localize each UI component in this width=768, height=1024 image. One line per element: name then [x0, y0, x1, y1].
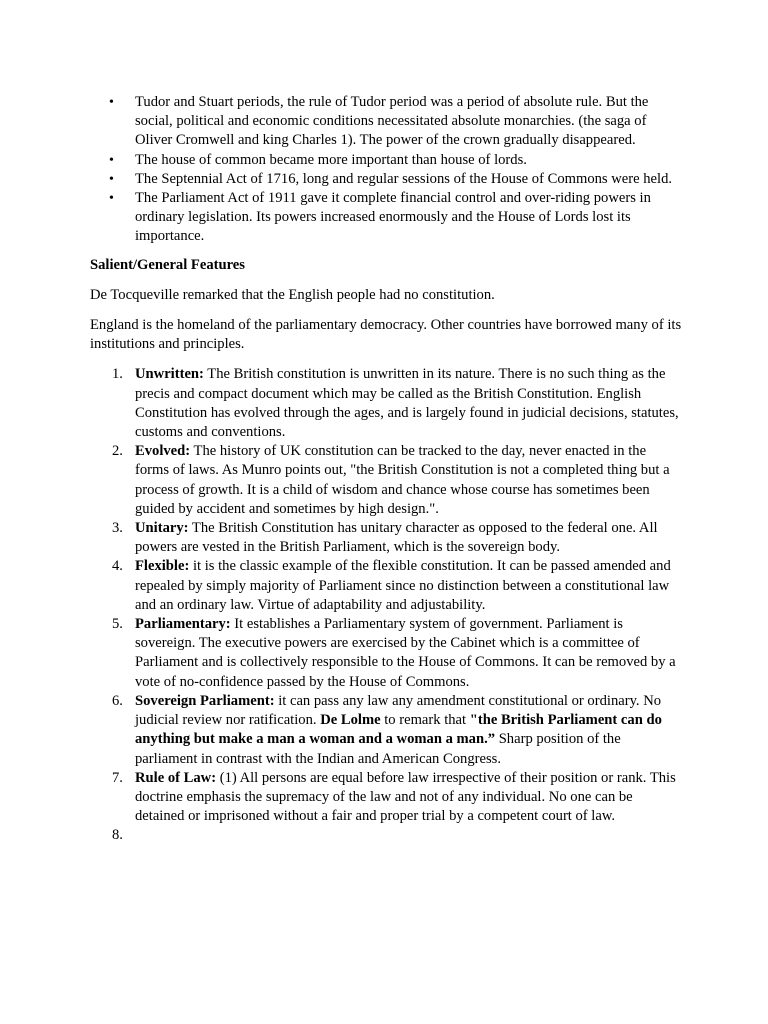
item-text: it can pass any law any amendment constitutional or ordinary. No judicial review nor ratification. [135, 692, 662, 729]
list-item [90, 615, 682, 692]
list-item [90, 365, 682, 442]
list-item [90, 442, 682, 519]
item-term: Evolved: [135, 443, 191, 460]
document-body [90, 93, 682, 846]
item-number: 8. [112, 827, 123, 844]
paragraph-homeland: England is the homeland of the parliamentary democracy. Other countries have borrowed many of its institutions and principles. [90, 317, 682, 353]
item-term-secondary: De Lolme [320, 712, 381, 729]
item-number: 4. [112, 558, 123, 575]
item-term: Parliamentary: [135, 616, 231, 633]
item-text: (1) All persons are equal before law irrespective of their position or rank. This doctrine emphasis the supremacy of the law and not of any individual. No one can be detained or imprisoned without a fair and proper trial by a competent court of law. [135, 769, 676, 825]
item-number: 5. [112, 616, 123, 633]
item-text-tertiary: Sharp position of the parliament in contrast with the Indian and American Congress. [135, 731, 621, 767]
list-item [90, 189, 682, 247]
item-text-secondary: to remark that [380, 712, 470, 729]
list-item [90, 557, 682, 615]
item-term: Sovereign Parliament: [135, 692, 275, 709]
bullet-icon: • [109, 191, 114, 207]
item-term: Unwritten: [135, 366, 204, 383]
item-term: Unitary: [135, 520, 189, 537]
item-term: Rule of Law: [135, 769, 217, 786]
item-text: it is the classic example of the flexible constitution. It can be passed amended and repealed by simply majority of Parliament since no distinction between a constitutional law and an ordinary law. Virtue of adaptability and adjustability. [135, 558, 671, 613]
item-text: The British constitution is unwritten in its nature. There is no such thing as the precis and compact document which may be called as the British Constitution. English Constitution has evolved through the ages, and is largely found in judicial decisions, statutes, customs and conventions. [135, 366, 679, 441]
item-number: 2. [112, 443, 123, 460]
history-bullet-list [90, 93, 682, 247]
section-heading: Salient/General Features [90, 256, 245, 273]
bullet-text: The Parliament Act of 1911 gave it complete financial control and over-riding powers in ordinary legislation. Its powers increased enormously and the House of Lords lost its importance. [135, 190, 651, 245]
list-item [90, 692, 682, 769]
item-number: 3. [112, 520, 123, 537]
bullet-icon: • [109, 95, 114, 110]
item-quote: "the British Parliament can do anything but make a man a woman and a woman a man.” [135, 712, 662, 748]
item-term: Flexible: [135, 558, 190, 575]
item-text: It establishes a Parliamentary system of government. Parliament is sovereign. The executive powers are exercised by the Cabinet which is a committee of Parliament and is collectively responsible to the House of Commons. It can be removed by a vote of no-confidence passed by the House of Commons. [135, 616, 676, 690]
bullet-text: The house of common became more important than house of lords. [135, 151, 527, 168]
item-number: 7. [112, 769, 123, 786]
item-number: 6. [112, 692, 123, 709]
paragraph-tocqueville: De Tocqueville remarked that the English people had no constitution. [90, 286, 495, 303]
list-item [90, 93, 682, 151]
bullet-icon: • [109, 152, 114, 168]
bullet-text: The Septennial Act of 1716, long and regular sessions of the House of Commons were held. [135, 170, 673, 187]
list-item [90, 170, 682, 189]
features-numbered-list [90, 365, 682, 845]
list-item [90, 826, 682, 845]
bullet-text: Tudor and Stuart periods, the rule of Tudor period was a period of absolute rule. But the social, political and economic conditions necessitated absolute monarchies. (the saga of Oliver Cromwell and king Charles 1). The power of the crown gradually disappeared. [135, 94, 649, 149]
list-item [90, 519, 682, 557]
item-number: 1. [112, 366, 123, 383]
item-text: The British Constitution has unitary character as opposed to the federal one. All powers are vested in the British Parliament, which is the sovereign body. [135, 520, 658, 556]
bullet-icon: • [109, 171, 114, 187]
list-item [90, 151, 682, 170]
list-item [90, 769, 682, 827]
item-text: The history of UK constitution can be tracked to the day, never enacted in the forms of laws. As Munro points out, "the British Constitution is not a completed thing but a process of growth. It is a child of wisdom and chance whose course has sometimes been guided by accident and sometimes by high design.". [135, 443, 670, 517]
